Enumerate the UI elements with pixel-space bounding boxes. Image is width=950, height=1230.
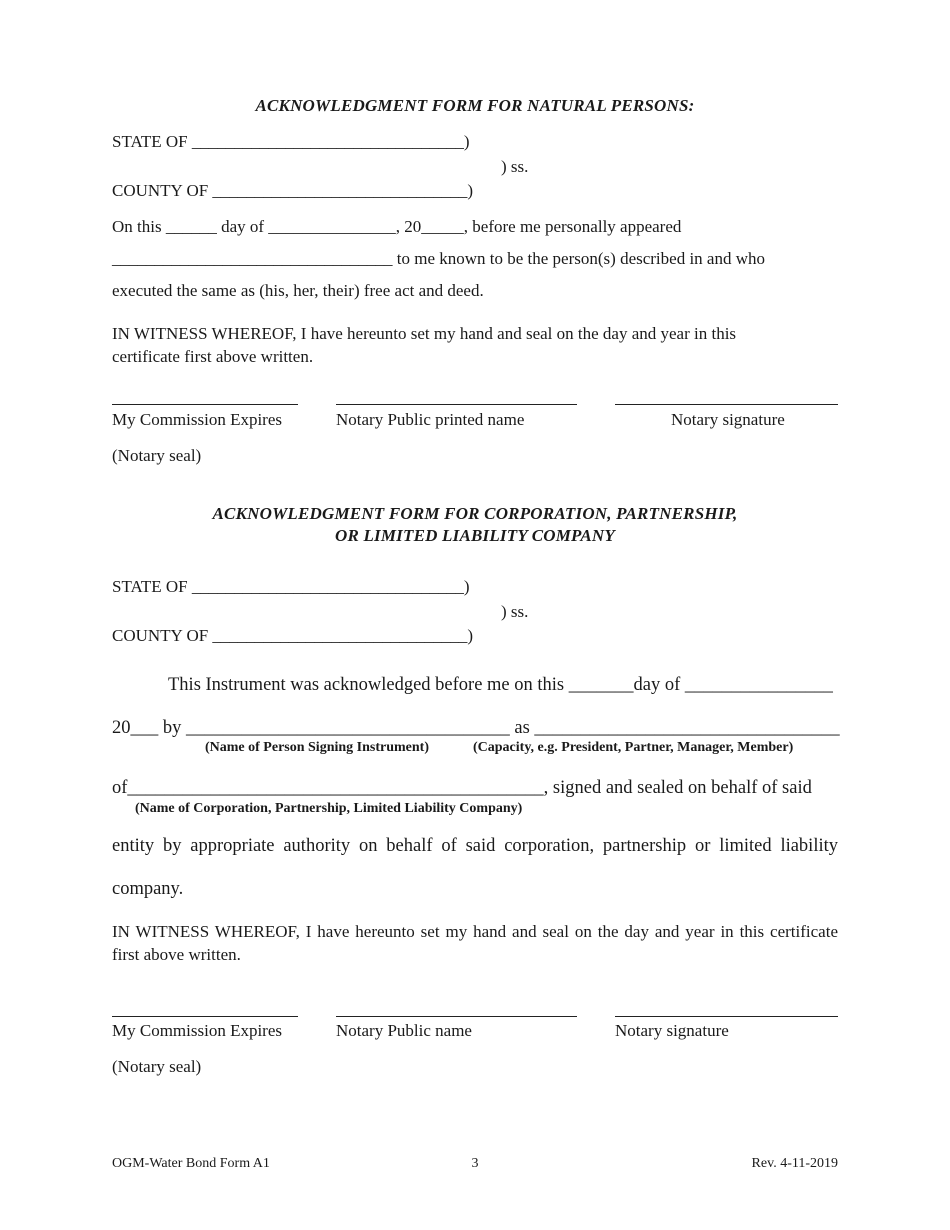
- capacity-caption: (Capacity, e.g. President, Partner, Manager, Member): [473, 740, 794, 755]
- instrument-acknowledged-line: This Instrument was acknowledged before me on this _______day of ________________: [168, 675, 833, 695]
- section2-title-line2: OR LIMITED LIABILITY COMPANY: [335, 526, 615, 545]
- county-of-line: COUNTY OF ______________________________): [112, 181, 474, 200]
- commission-expires-signature-line: [112, 404, 298, 405]
- county-of-line-2: COUNTY OF ______________________________): [112, 626, 474, 645]
- notary-signature-line-2: [615, 1016, 838, 1017]
- footer-revision: Rev. 4-11-2019: [751, 1156, 838, 1171]
- notary-signature-line: [615, 404, 838, 405]
- notary-printed-name-line: [336, 404, 577, 405]
- name-of-person-caption: (Name of Person Signing Instrument): [205, 740, 429, 755]
- known-person-line: _________________________________ to me known to be the person(s) described in and who: [112, 249, 765, 268]
- notary-seal-label: (Notary seal): [112, 446, 202, 465]
- notary-seal-label-2: (Notary seal): [112, 1057, 202, 1076]
- notary-signature-label-2: Notary signature: [615, 1021, 729, 1040]
- notary-printed-name-label: Notary Public printed name: [336, 410, 525, 429]
- witness2-line-1: IN WITNESS WHEREOF, I have hereunto set my hand and seal on the day and year in this certificate: [112, 922, 838, 941]
- witness-line-2: certificate first above written.: [112, 347, 314, 366]
- commission-expires-label-2: My Commission Expires: [112, 1021, 283, 1040]
- entity-authority-line-2: company.: [112, 879, 184, 899]
- entity-authority-line: entity by appropriate authority on behalf of said corporation, partnership or limited liability: [112, 836, 838, 856]
- commission-expires-signature-line-2: [112, 1016, 298, 1017]
- commission-expires-label: My Commission Expires: [112, 410, 283, 429]
- notary-name-line-2: [336, 1016, 577, 1017]
- of-entity-line: of_____________________________________________, signed and sealed on behalf of said: [112, 778, 812, 798]
- witness-line-1: IN WITNESS WHEREOF, I have hereunto set my hand and seal on the day and year in this: [112, 324, 737, 343]
- section2-title-line1: ACKNOWLEDGMENT FORM FOR CORPORATION, PARTNERSHIP,: [212, 504, 738, 523]
- entity-name-caption: (Name of Corporation, Partnership, Limited Liability Company): [135, 801, 523, 816]
- ss-mark-2: ) ss.: [501, 602, 529, 621]
- witness2-line-2: first above written.: [112, 945, 241, 964]
- by-as-line: 20___ by ___________________________________ as _________________________________: [112, 718, 840, 738]
- state-of-line: STATE OF ________________________________): [112, 132, 470, 151]
- notary-name-label-2: Notary Public name: [336, 1021, 472, 1040]
- footer-page-number: 3: [471, 1156, 479, 1171]
- state-of-line-2: STATE OF ________________________________): [112, 577, 470, 596]
- footer-form-name: OGM-Water Bond Form A1: [112, 1156, 270, 1171]
- section1-title: ACKNOWLEDGMENT FORM FOR NATURAL PERSONS:: [255, 96, 695, 115]
- appeared-line: On this ______ day of _______________, 20_____, before me personally appeared: [112, 217, 682, 236]
- ss-mark: ) ss.: [501, 157, 529, 176]
- free-act-line: executed the same as (his, her, their) free act and deed.: [112, 281, 484, 300]
- notary-signature-label: Notary signature: [671, 410, 785, 429]
